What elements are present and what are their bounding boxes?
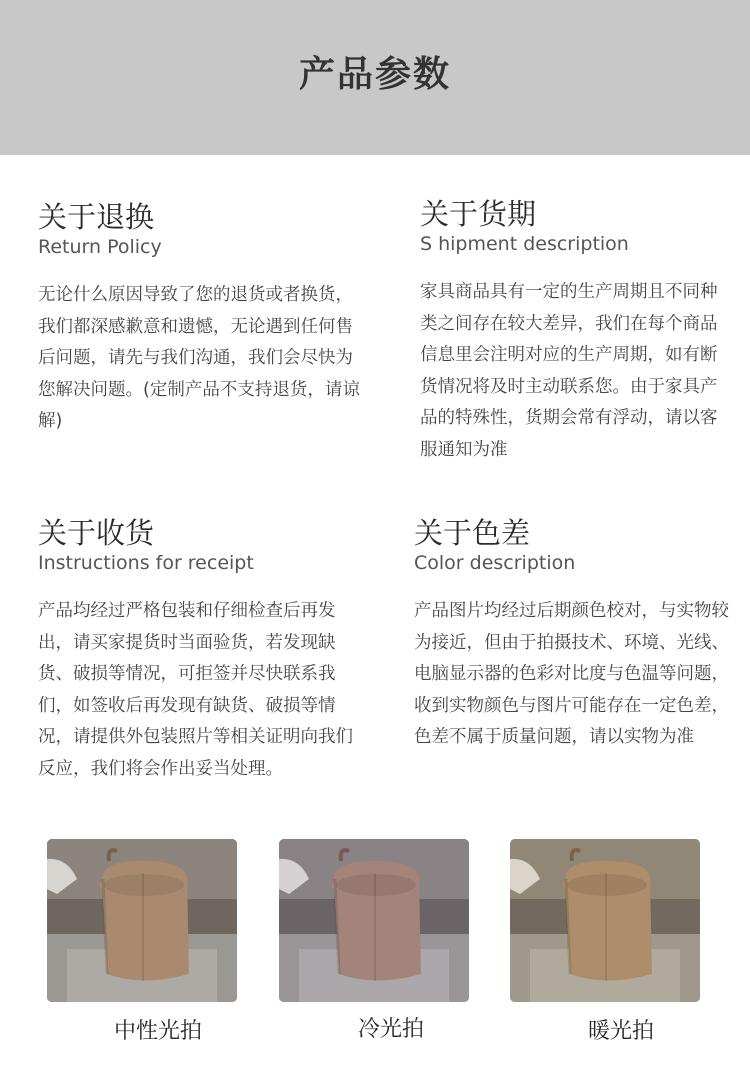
section-subtitle: Return Policy <box>38 236 162 258</box>
stool-image <box>510 839 700 1002</box>
receipt-section <box>38 516 358 785</box>
stool-photo-neutral <box>47 839 237 1002</box>
page-title: 产品参数 <box>298 54 451 95</box>
section-body: 无论什么原因导致了您的退货或者换货，我们都深感歉意和遗憾，无论遇到任何售后问题，请先与我们沟通，我们会尽快为您解决问题。(定制产品不支持退货，请谅解) <box>38 285 360 431</box>
section-title: 关于货期 <box>420 197 537 231</box>
section-body: 家具商品具有一定的生产周期且不同种类之间存在较大差异，我们在每个商品信息里会注明对应的生产周期，如有断货情况将及时主动联系您。由于家具产品的特殊性，货期会常有浮动，请以客服通知为准 <box>420 282 718 460</box>
section-title: 关于退换 <box>38 200 155 234</box>
photo-label-neutral: 中性光拍 <box>113 1019 202 1044</box>
stool-image <box>47 839 237 1002</box>
color-section <box>414 516 730 754</box>
stool-photo-warm <box>510 839 700 1002</box>
section-subtitle: S hipment description <box>420 233 629 255</box>
section-subtitle: Color description <box>414 552 576 574</box>
stool-image <box>279 839 469 1002</box>
section-subtitle: Instructions for receipt <box>38 552 254 574</box>
header-banner <box>0 0 750 155</box>
photo-label-warm: 暖光拍 <box>587 1019 654 1044</box>
section-title: 关于色差 <box>414 516 531 550</box>
section-body: 产品均经过严格包装和仔细检查后再发出，请买家提货时当面验货，若发现缺货、破损等情况，可拒签并尽快联系我们，如签收后再发现有缺货、破损等情况，请提供外包装照片等相关证明向我们反应，我们将会作出妥当处理。 <box>38 601 353 779</box>
shipment-section <box>420 197 730 466</box>
photo-label-cool: 冷光拍 <box>357 1017 424 1042</box>
section-body: 产品图片均经过后期颜色校对，与实物较为接近，但由于拍摄技术、环境、光线、电脑显示器的色彩对比度与色温等问题，收到实物颜色与图片可能存在一定色差，色差不属于质量问题，请以实物为准 <box>414 601 729 747</box>
section-title: 关于收货 <box>38 516 155 550</box>
stool-photo-cool <box>279 839 469 1002</box>
return-policy-section <box>38 200 368 438</box>
